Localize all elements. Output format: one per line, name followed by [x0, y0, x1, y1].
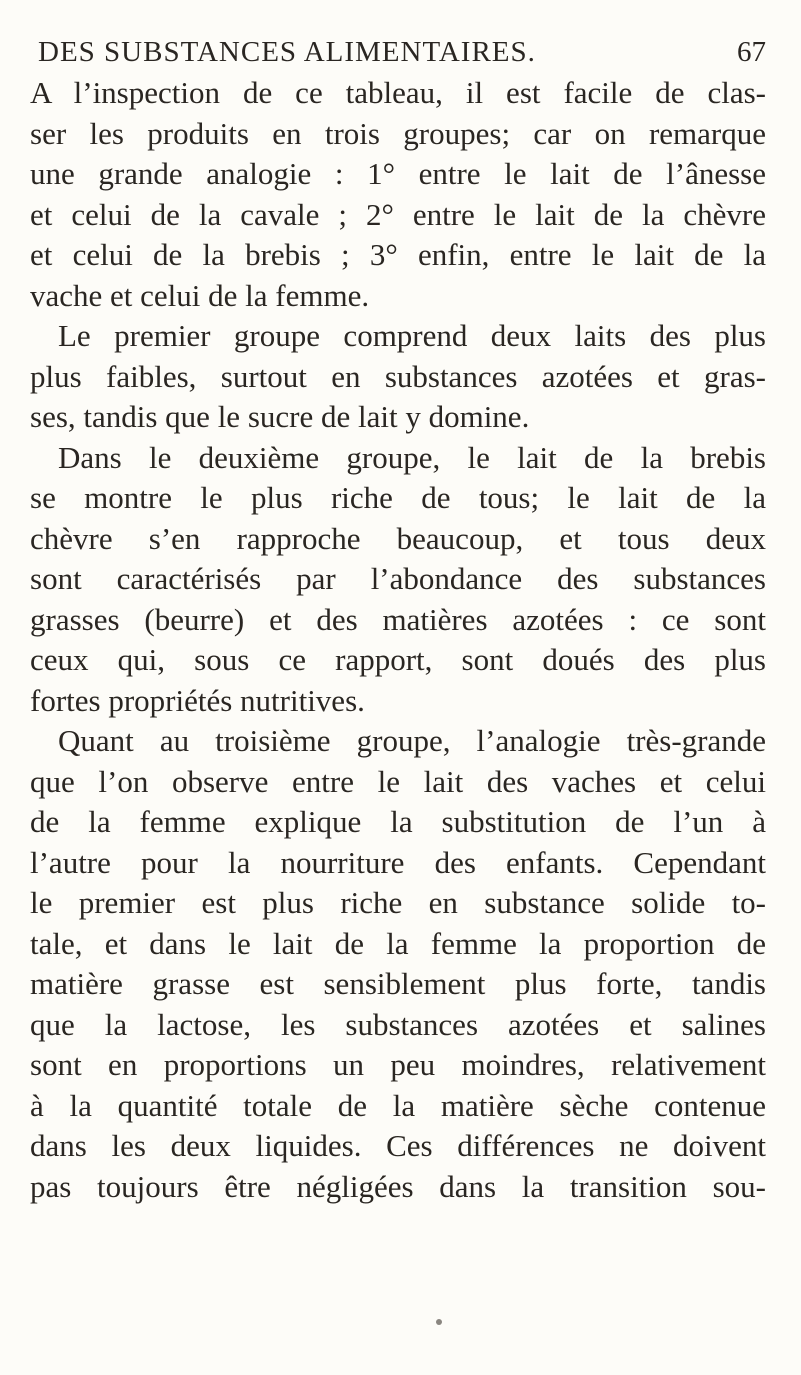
- text-line: le premier est plus riche en substance solide to-: [30, 885, 766, 920]
- text-line: et celui de la brebis ; 3° enfin, entre le lait de la: [30, 237, 766, 272]
- text-line: Quant au troisième groupe, l’analogie très-grande: [58, 723, 766, 758]
- text-line: A l’inspection de ce tableau, il est facile de clas-: [30, 75, 766, 110]
- text-line: ser les produits en trois groupes; car on remarque: [30, 115, 766, 151]
- text-line: grasses (beurre) et des matières azotées : ce sont: [30, 601, 766, 637]
- text-line: que la lactose, les substances azotées et salines: [30, 1006, 766, 1042]
- text-line: matière grasse est sensiblement plus forte, tandis: [30, 966, 766, 1001]
- text-line: vache et celui de la femme.: [30, 277, 370, 313]
- text-line: tale, et dans le lait de la femme la proportion de: [30, 925, 766, 961]
- text-line: fortes propriétés nutritives.: [30, 682, 365, 718]
- running-head: [30, 32, 766, 72]
- text-line: et celui de la cavale ; 2° entre le lait de la chèvre: [30, 196, 766, 232]
- running-title: DES SUBSTANCES ALIMENTAIRES.: [38, 36, 536, 68]
- text-line: dans les deux liquides. Ces différences ne doivent: [30, 1128, 766, 1163]
- text-line: sont caractérisés par l’abondance des substances: [30, 561, 766, 596]
- text-line: sont en proportions un peu moindres, relativement: [30, 1047, 766, 1082]
- text-line: l’autre pour la nourriture des enfants. Cependant: [30, 844, 766, 880]
- text-line: ses, tandis que le sucre de lait y domine.: [30, 399, 530, 434]
- ink-speck: [436, 1319, 442, 1325]
- body-text: [30, 73, 766, 1207]
- text-line: Dans le deuxième groupe, le lait de la brebis: [58, 439, 766, 475]
- text-line: à la quantité totale de la matière sèche contenue: [30, 1087, 766, 1123]
- page-number: 67: [737, 36, 766, 68]
- text-line: que l’on observe entre le lait des vaches et celui: [30, 763, 766, 799]
- text-line: Le premier groupe comprend deux laits des plus: [58, 318, 766, 353]
- text-line: ceux qui, sous ce rapport, sont doués des plus: [30, 642, 766, 677]
- text-line: pas toujours être négligées dans la transition sou-: [30, 1168, 766, 1204]
- text-line: chèvre s’en rapproche beaucoup, et tous deux: [30, 520, 766, 556]
- text-line: se montre le plus riche de tous; le lait de la: [30, 480, 766, 515]
- text-line: de la femme explique la substitution de l’un à: [30, 804, 766, 839]
- text-line: plus faibles, surtout en substances azotées et gras-: [30, 358, 766, 394]
- text-line: une grande analogie : 1° entre le lait de l’ânesse: [30, 156, 766, 191]
